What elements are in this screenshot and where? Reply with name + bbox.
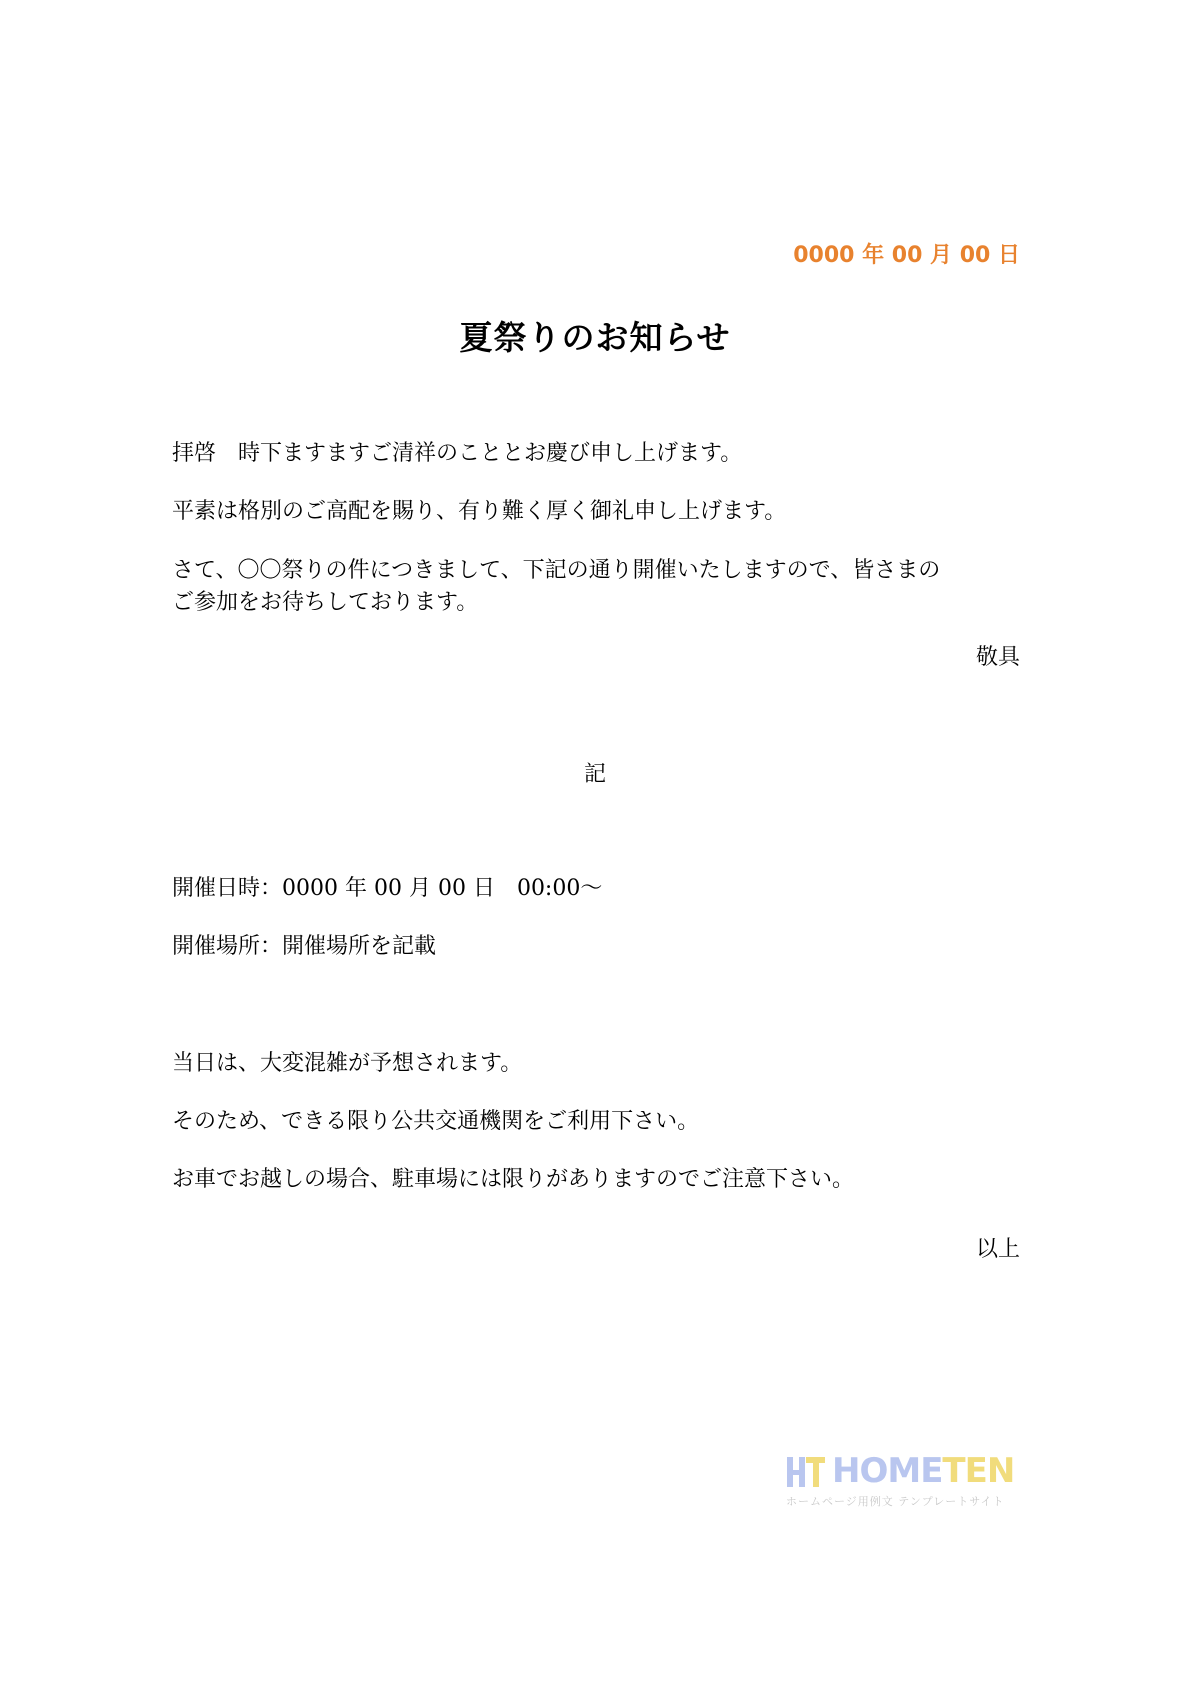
closing-ijou: 以上 [975,1237,1020,1262]
announcement-line-1: さて、〇〇祭りの件につきまして、下記の通り開催いたしますので、皆さまの [172,558,941,583]
closing-keigu: 敬具 [975,645,1020,670]
hometen-wordmark [832,1451,1014,1491]
hometen-logo [786,1453,1016,1511]
document-date: 0000 年 00 月 00 日 [793,243,1020,268]
logo-word-home: HOME [832,1451,943,1491]
note-parking: お車でお越しの場合、駐車場には限りがありますのでご注意下さい。 [172,1167,855,1192]
event-place: 開催場所：開催場所を記載 [172,934,437,959]
ki-heading: 記 [583,762,606,787]
logo-word-ten: TEN [942,1451,1015,1491]
courtesy-paragraph: 平素は格別のご高配を賜り、有り難く厚く御礼申し上げます。 [172,499,787,524]
event-datetime: 開催日時：0000 年 00 月 00 日 00:00～ [172,876,603,901]
note-crowd: 当日は、大変混雑が予想されます。 [172,1051,523,1076]
announcement-paragraph [172,555,1032,619]
note-transport: そのため、できる限り公共交通機関をご利用下さい。 [172,1109,700,1134]
logo-subtitle: ホームページ用例文 テンプレートサイト [786,1495,1005,1508]
document-title: 夏祭りのお知らせ [459,318,731,357]
announcement-line-2: ご参加をお待ちしております。 [172,590,479,615]
hometen-mark-icon [786,1453,826,1489]
greeting-paragraph: 拝啓 時下ますますご清祥のこととお慶び申し上げます。 [172,441,743,466]
